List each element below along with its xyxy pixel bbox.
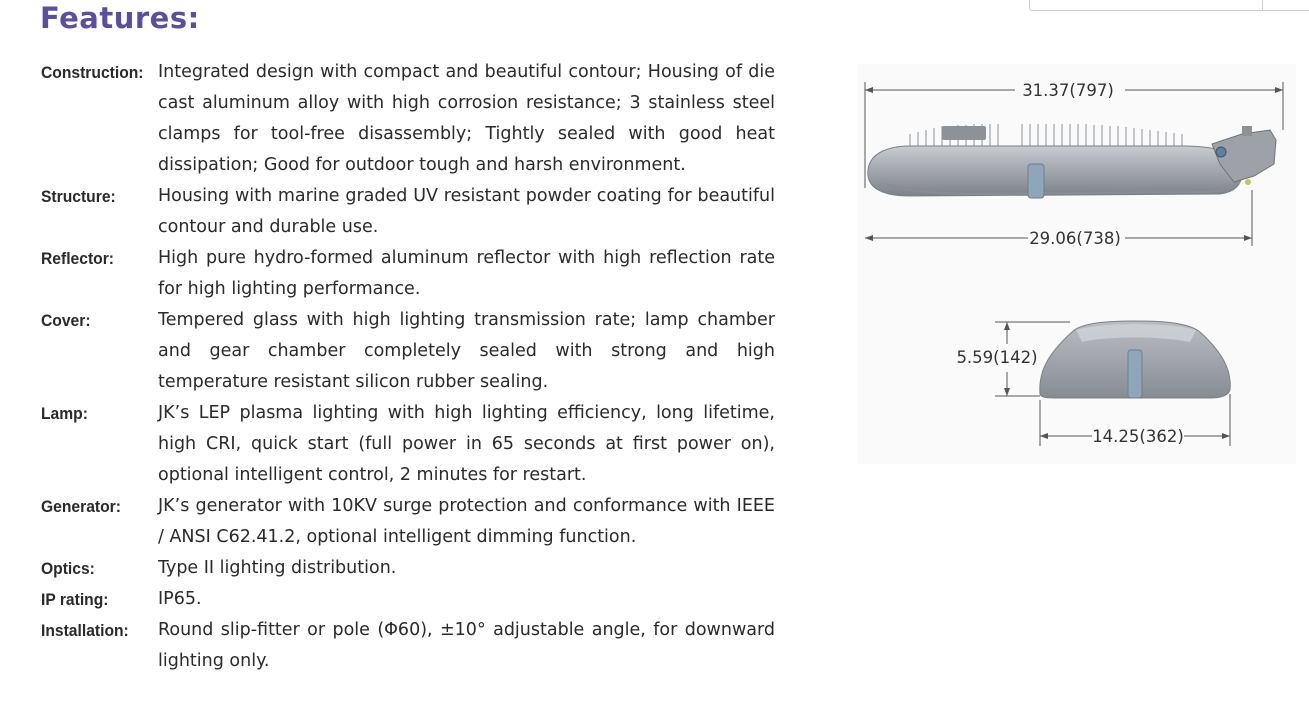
fitter-cap [1242, 126, 1252, 136]
feature-label: Cover: [41, 311, 91, 330]
section-title: Features: [40, 1, 200, 35]
feature-label: Optics: [41, 559, 95, 578]
dimension-drawings [850, 60, 1300, 470]
feature-value: High pure hydro-formed aluminum reflector with high reflection rate for high lighting performance. [158, 248, 775, 299]
end-height-label: 5.59(142) [956, 348, 1038, 367]
feature-row-ip-rating [41, 584, 781, 615]
side-body-length-label: 29.06(738) [1029, 229, 1121, 248]
feature-row-installation [41, 615, 781, 677]
feature-value: Tempered glass with high lighting transmission rate; lamp chamber and gear chamber completely sealed with strong and high temperature resistant silicon rubber sealing. [158, 310, 775, 392]
feature-value: JK’s generator with 10KV surge protection and conformance with IEEE / ANSI C62.41.2, optional intelligent dimming function. [158, 496, 775, 547]
feature-label: Lamp: [41, 404, 88, 423]
end-width-label: 14.25(362) [1092, 427, 1184, 446]
top-clamp [942, 126, 986, 140]
feature-label: Reflector: [41, 249, 115, 268]
feature-list [41, 57, 781, 677]
dimension-drawing-svg [850, 60, 1300, 470]
feature-row-generator [41, 491, 781, 553]
mid-clamp [1028, 164, 1044, 198]
top-right-frame-fragment [1029, 0, 1309, 11]
lamp-housing-side [868, 146, 1242, 196]
feature-row-reflector [41, 243, 781, 305]
feature-row-structure [41, 181, 781, 243]
feature-label: Generator: [41, 497, 121, 516]
feature-label: Installation: [41, 621, 129, 640]
feature-row-cover [41, 305, 781, 398]
indicator-dot [1245, 179, 1251, 185]
feature-row-lamp [41, 398, 781, 491]
feature-label: Structure: [41, 187, 116, 206]
feature-label: Construction: [41, 63, 144, 82]
feature-row-construction [41, 57, 781, 181]
feature-row-optics [41, 553, 781, 584]
feature-label: IP rating: [41, 590, 109, 609]
feature-value: JK’s LEP plasma lighting with high lighting efficiency, long lifetime, high CRI, quick start (full power in 65 seconds at first power on), optional intelligent control, 2 minutes for restart. [158, 403, 775, 485]
adjustment-bolt-icon [1216, 147, 1226, 157]
feature-value: Integrated design with compact and beautiful contour; Housing of die cast aluminum alloy with high corrosion resistance; 3 stainless steel clamps for tool-free disassembly; Tightly sealed with good heat dissipation; Good for outdoor tough and harsh environment. [158, 62, 775, 175]
side-overall-length-label: 31.37(797) [1022, 81, 1114, 100]
frame-divider [1262, 0, 1263, 10]
feature-value: IP65. [158, 589, 202, 609]
feature-value: Housing with marine graded UV resistant powder coating for beautiful contour and durable use. [158, 186, 775, 237]
feature-value: Type II lighting distribution. [158, 558, 397, 578]
feature-value: Round slip-fitter or pole (Φ60), ±10° adjustable angle, for downward lighting only. [158, 620, 775, 671]
end-clamp [1128, 350, 1142, 398]
